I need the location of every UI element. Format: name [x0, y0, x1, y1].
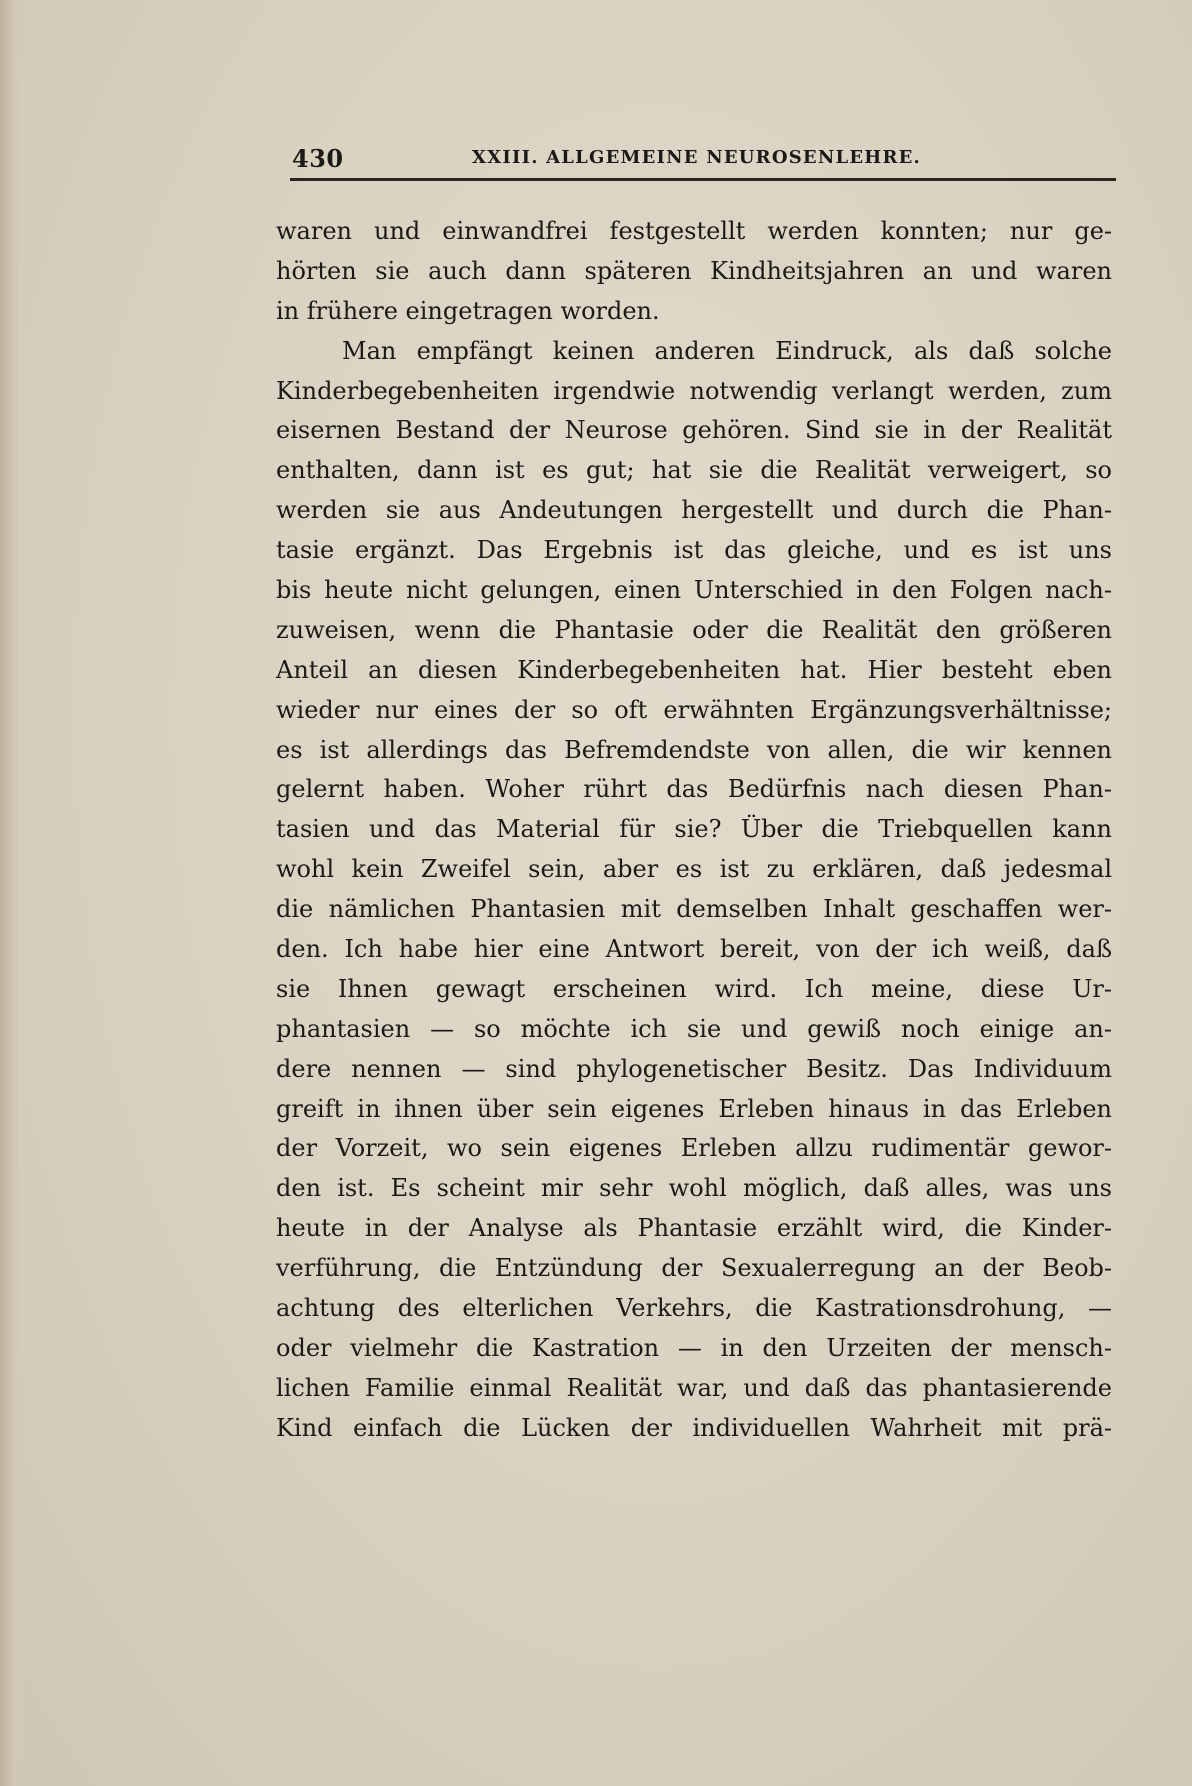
text-line: es ist allerdings das Befremdendste von allen, die wir kennen	[276, 735, 1112, 764]
text-line: werden sie aus Andeutungen hergestellt und durch die Phan-	[276, 496, 1112, 525]
text-line: Kinderbegebenheiten irgendwie notwendig verlangt werden, zum	[276, 376, 1112, 405]
text-line: tasie ergänzt. Das Ergebnis ist das gleiche, und es ist uns	[276, 536, 1112, 565]
text-line: Anteil an diesen Kinderbegebenheiten hat. Hier besteht eben	[276, 655, 1112, 684]
text-line: enthalten, dann ist es gut; hat sie die Realität verweigert, so	[276, 456, 1112, 485]
text-line: dere nennen — sind phylogenetischer Besitz. Das Individuum	[276, 1054, 1112, 1083]
text-line: lichen Familie einmal Realität war, und daß das phantasierende	[276, 1373, 1112, 1402]
text-line: verführung, die Entzündung der Sexualerregung an der Beob-	[276, 1254, 1112, 1283]
text-line: oder vielmehr die Kastration — in den Urzeiten der mensch-	[276, 1333, 1112, 1362]
text-line: waren und einwandfrei festgestellt werden konnten; nur ge-	[276, 217, 1112, 245]
text-line: hörten sie auch dann späteren Kindheitsjahren an und waren	[276, 256, 1112, 285]
text-line: in frühere eingetragen worden.	[276, 296, 660, 325]
text-line: phantasien — so möchte ich sie und gewiß noch einige an-	[276, 1014, 1112, 1043]
text-line: der Vorzeit, wo sein eigenes Erleben allzu rudimentär gewor-	[276, 1134, 1112, 1163]
page-header	[292, 144, 1116, 178]
text-line: bis heute nicht gelungen, einen Unterschied in den Folgen nach-	[276, 576, 1112, 605]
text-line: Kind einfach die Lücken der individuellen Wahrheit mit prä-	[276, 1413, 1112, 1442]
text-line: den ist. Es scheint mir sehr wohl möglich, daß alles, was uns	[276, 1174, 1112, 1203]
text-line: den. Ich habe hier eine Antwort bereit, von der ich weiß, daß	[276, 935, 1112, 964]
text-line: zuweisen, wenn die Phantasie oder die Realität den größeren	[276, 615, 1112, 644]
running-title: XXIII. ALLGEMEINE NEUROSENLEHRE.	[472, 147, 922, 168]
header-rule	[290, 178, 1116, 181]
text-line: wohl kein Zweifel sein, aber es ist zu erklären, daß jedesmal	[276, 855, 1112, 884]
text-line: Man empfängt keinen anderen Eindruck, als daß solche	[342, 336, 1112, 365]
text-line: eisernen Bestand der Neurose gehören. Sind sie in der Realität	[276, 416, 1112, 445]
text-line: greift in ihnen über sein eigenes Erleben hinaus in das Erleben	[276, 1094, 1112, 1123]
page-gutter	[0, 0, 18, 1786]
text-line: achtung des elterlichen Verkehrs, die Kastrationsdrohung, —	[276, 1294, 1112, 1323]
text-line: heute in der Analyse als Phantasie erzählt wird, die Kinder-	[276, 1214, 1112, 1243]
body-text	[276, 212, 1112, 1449]
page-number: 430	[292, 144, 344, 173]
text-line: die nämlichen Phantasien mit demselben Inhalt geschaffen wer-	[276, 895, 1112, 924]
text-line: sie Ihnen gewagt erscheinen wird. Ich meine, diese Ur-	[276, 974, 1112, 1003]
text-line: wieder nur eines der so oft erwähnten Ergänzungsverhältnisse;	[276, 695, 1112, 724]
text-line: gelernt haben. Woher rührt das Bedürfnis nach diesen Phan-	[276, 775, 1112, 804]
text-line: tasien und das Material für sie? Über die Triebquellen kann	[276, 815, 1112, 844]
